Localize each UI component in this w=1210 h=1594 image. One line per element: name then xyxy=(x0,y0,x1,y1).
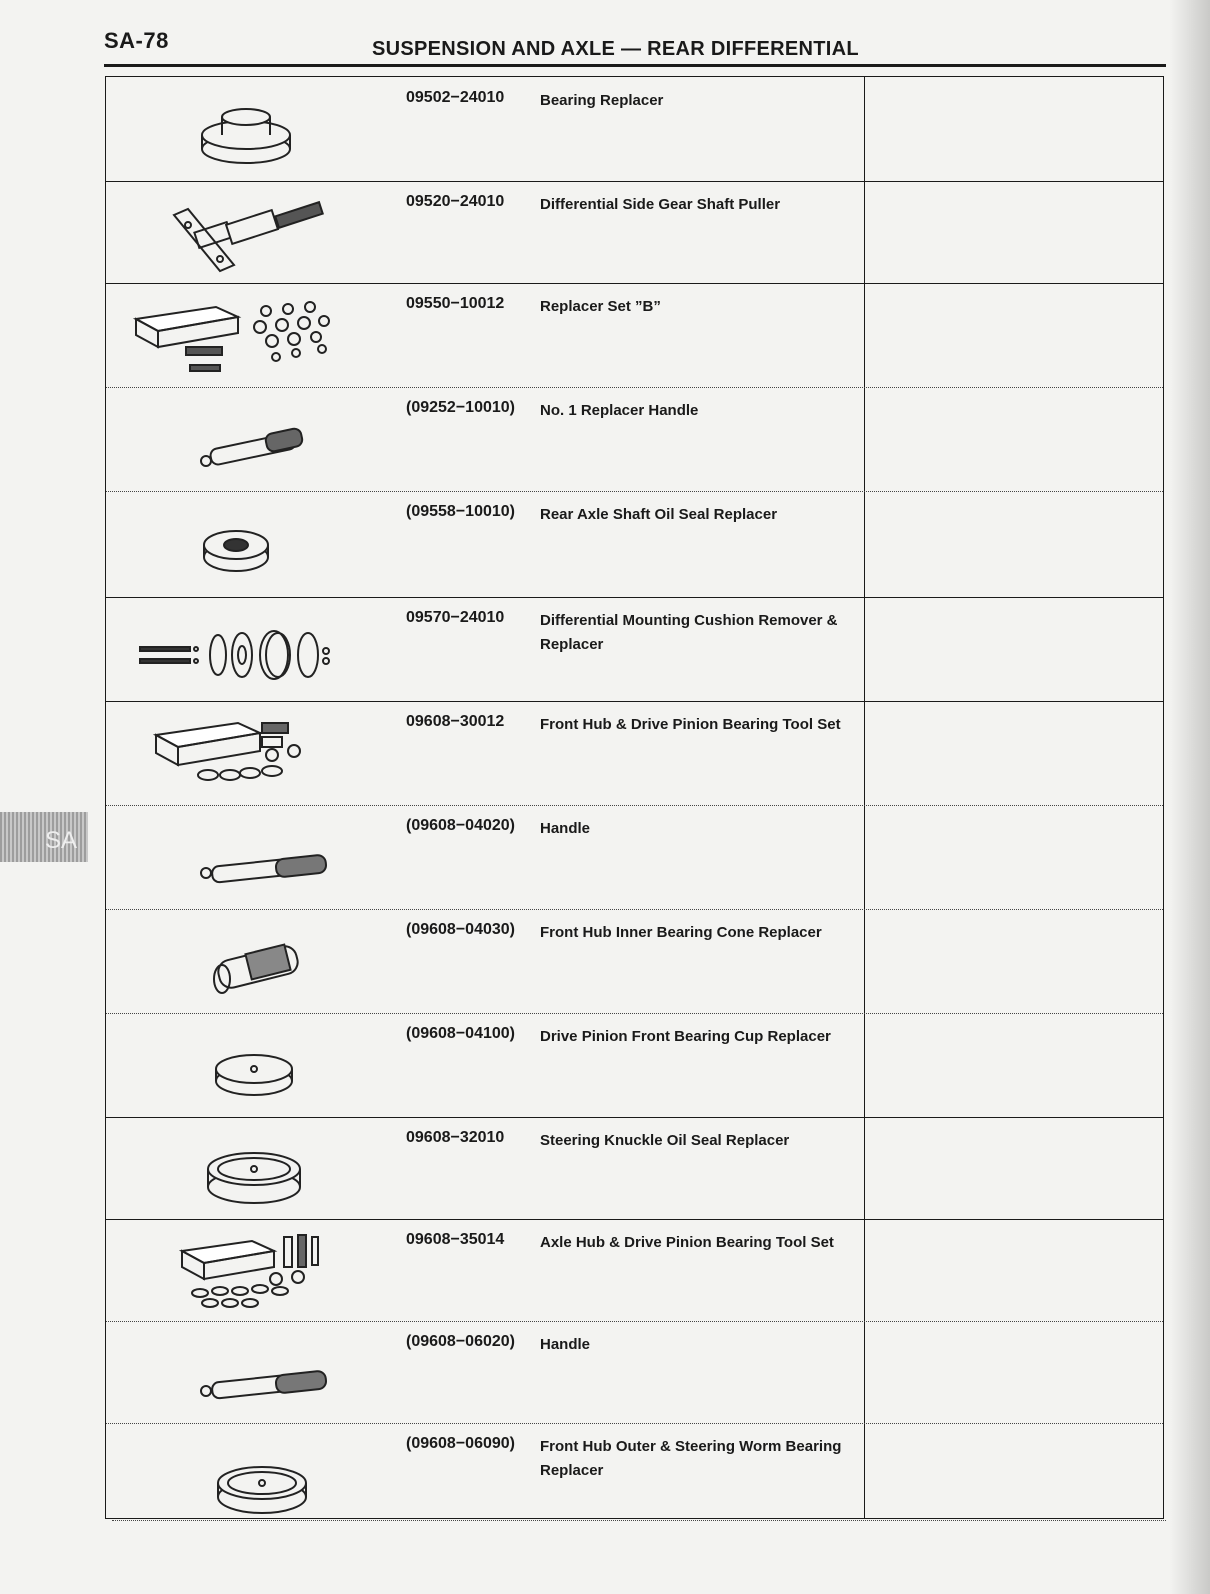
table-row xyxy=(106,909,1163,1013)
row-divider xyxy=(106,701,1163,702)
cushion-remover-icon xyxy=(126,611,366,689)
tool-name: Differential Side Gear Shaft Puller xyxy=(540,196,781,213)
tool-set-case-icon xyxy=(126,715,366,793)
tool-name: Differential Mounting Cushion Remover & Replacer xyxy=(540,612,838,653)
shaft-puller-icon xyxy=(126,195,366,273)
tool-set-case-icon xyxy=(126,297,366,375)
bottom-dotted-rule xyxy=(112,1520,1166,1521)
disc-replacer-icon xyxy=(126,1131,366,1209)
row-divider xyxy=(106,1423,1163,1424)
row-divider xyxy=(106,181,1163,182)
tool-set-case-icon xyxy=(126,1233,366,1311)
page-number: SA-78 xyxy=(104,28,169,53)
tool-name: Front Hub Outer & Steering Worm Bearing Replacer xyxy=(540,1438,842,1479)
row-divider xyxy=(106,909,1163,910)
tool-name: Axle Hub & Drive Pinion Bearing Tool Set xyxy=(540,1234,834,1251)
table-row xyxy=(106,1321,1163,1423)
handle-icon xyxy=(126,401,366,479)
section-tab-label: SA xyxy=(45,827,78,854)
seal-replacer-icon xyxy=(126,505,366,583)
tool-name: Drive Pinion Front Bearing Cup Replacer xyxy=(540,1028,831,1045)
table-row xyxy=(106,805,1163,909)
table-row xyxy=(106,597,1163,701)
part-number: (09608−04020) xyxy=(406,817,515,834)
part-number: (09608−04030) xyxy=(406,921,515,938)
tool-name: Handle xyxy=(540,820,591,837)
table-row xyxy=(106,1117,1163,1219)
row-divider xyxy=(106,491,1163,492)
part-number: 09608−32010 xyxy=(406,1129,505,1146)
row-divider xyxy=(106,1117,1163,1118)
part-number: (09252−10010) xyxy=(406,399,515,416)
tool-name: Rear Axle Shaft Oil Seal Replacer xyxy=(540,506,778,523)
row-divider xyxy=(106,283,1163,284)
part-number: (09558−10010) xyxy=(406,503,515,520)
tool-name: Bearing Replacer xyxy=(540,92,664,109)
row-divider xyxy=(106,805,1163,806)
table-row xyxy=(106,181,1163,283)
handle-icon xyxy=(126,819,366,897)
table-row xyxy=(106,1219,1163,1321)
table-row xyxy=(106,1013,1163,1117)
tool-name: Front Hub Inner Bearing Cone Replacer xyxy=(540,924,822,941)
bearing-replacer-icon xyxy=(126,91,366,169)
row-divider xyxy=(106,387,1163,388)
table-row xyxy=(106,283,1163,387)
tool-name: No. 1 Replacer Handle xyxy=(540,402,699,419)
tool-name: Front Hub & Drive Pinion Bearing Tool Set xyxy=(540,716,841,733)
header-rule xyxy=(104,64,1166,67)
part-number: 09520−24010 xyxy=(406,193,505,210)
part-number: (09608−04100) xyxy=(406,1025,515,1042)
tool-name: Replacer Set ”B” xyxy=(540,298,661,315)
part-number: 09502−24010 xyxy=(406,89,505,106)
row-divider xyxy=(106,1219,1163,1220)
page-title: SUSPENSION AND AXLE — REAR DIFFERENTIAL xyxy=(372,38,859,60)
part-number: 09550−10012 xyxy=(406,295,505,312)
part-number: 09608−35014 xyxy=(406,1231,505,1248)
table-row xyxy=(106,491,1163,597)
part-number: 09570−24010 xyxy=(406,609,505,626)
part-number: 09608−30012 xyxy=(406,713,505,730)
special-service-tools-table xyxy=(105,76,1164,1519)
cone-replacer-icon xyxy=(126,923,366,1001)
row-divider xyxy=(106,1013,1163,1014)
handle-icon xyxy=(126,1335,366,1413)
disc-replacer-icon xyxy=(126,1437,366,1515)
page-edge-shadow xyxy=(1170,0,1210,1594)
table-row xyxy=(106,701,1163,805)
tool-name: Steering Knuckle Oil Seal Replacer xyxy=(540,1132,790,1149)
row-divider xyxy=(106,597,1163,598)
tool-name: Handle xyxy=(540,1336,591,1353)
disc-replacer-icon xyxy=(126,1027,366,1105)
table-row xyxy=(106,387,1163,491)
table-row xyxy=(106,1423,1163,1519)
row-divider xyxy=(106,1321,1163,1322)
part-number: (09608−06020) xyxy=(406,1333,515,1350)
table-row xyxy=(106,77,1163,181)
part-number: (09608−06090) xyxy=(406,1435,515,1452)
